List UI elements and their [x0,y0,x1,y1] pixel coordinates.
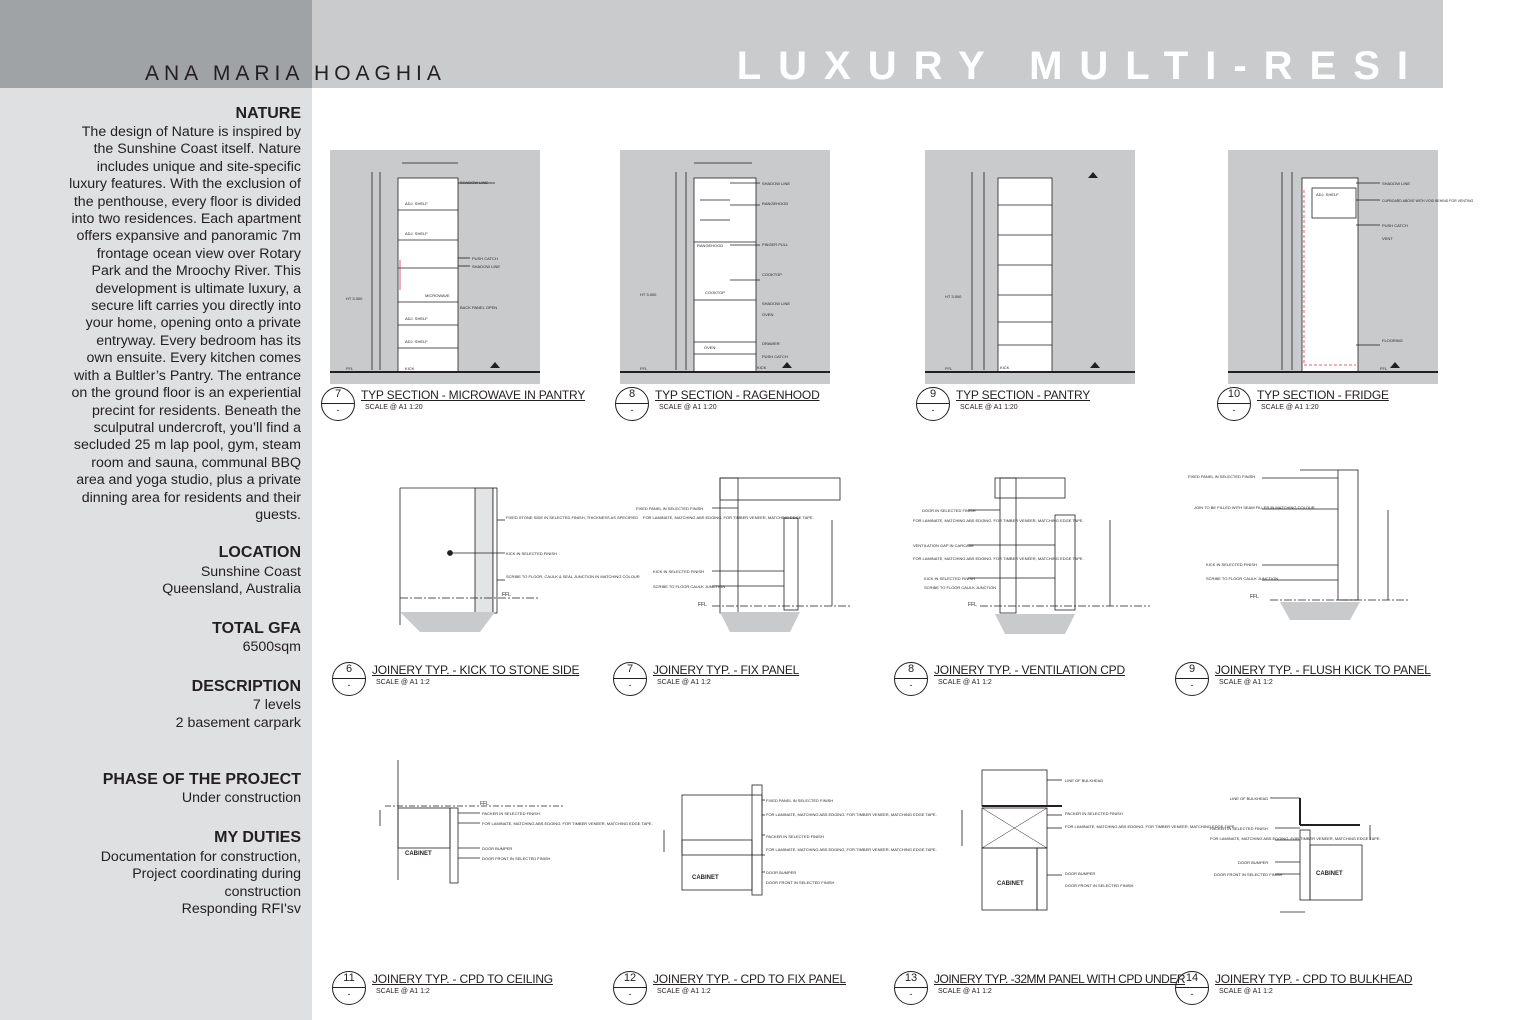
svg-text:ADJ. SHELF: ADJ. SHELF [405,316,428,321]
section-pantry [925,150,1135,384]
svg-text:CABINET: CABINET [1316,871,1343,877]
svg-text:SCRIBE TO FLOOR CAULK JUNCTION: SCRIBE TO FLOOR CAULK JUNCTION [924,585,997,590]
drawing-scale: SCALE @ A1 1:2 [376,679,430,686]
duties-line4: Responding RFI'sv [181,901,301,917]
svg-text:DOOR FRONT IN SELECTED FINISH: DOOR FRONT IN SELECTED FINISH [1214,872,1283,877]
svg-text:PUSH CATCH: PUSH CATCH [472,256,498,261]
drawing-label [332,662,632,696]
svg-text:FOR LAMINATE, MATCHING ABS EDG: FOR LAMINATE, MATCHING ABS EDGING. FOR TIMBER VENEER, MATCHING EDGE TAPE. [913,518,1084,523]
svg-text:PUSH CATCH: PUSH CATCH [1382,223,1408,228]
svg-text:VENT: VENT [1382,236,1393,241]
drawing-label [894,971,1185,1005]
svg-text:DOOR IN SELECTED FINISH: DOOR IN SELECTED FINISH [922,508,976,513]
svg-text:RANGEHOOD: RANGEHOOD [697,243,724,248]
drawing-title: JOINERY TYP. - CPD TO CEILING [372,972,553,986]
location-heading: LOCATION [218,544,301,561]
section-microwave-pantry [330,150,540,384]
svg-text:FLOORING: FLOORING [1382,338,1403,343]
drawing-title: TYP SECTION - MICROWAVE IN PANTRY [361,388,586,402]
svg-text:SHADOW LINE: SHADOW LINE [460,180,489,185]
svg-text:DOOR BUMPER: DOOR BUMPER [1065,871,1096,876]
sheet-ref: - [1190,989,1194,999]
detail-32mm-panel-cpd [962,770,1236,910]
svg-text:FIXED PANEL IN SELECTED FINISH: FIXED PANEL IN SELECTED FINISH [1188,474,1256,479]
svg-text:BACK PANEL OPEN: BACK PANEL OPEN [460,305,498,310]
drawing-number: 12 [623,972,637,984]
detail-cpd-fix-panel [664,785,937,895]
project-title: LUXURY MULTI-RESI [736,44,1425,88]
svg-text:LINE OF BULKHEAD: LINE OF BULKHEAD [1230,796,1269,801]
svg-text:FFL: FFL [502,592,511,598]
svg-text:CABINET: CABINET [997,881,1024,887]
drawing-scale: SCALE @ A1 1:2 [938,679,992,686]
drawing-scale: SCALE @ A1 1:20 [1261,404,1319,411]
svg-text:FFL: FFL [1250,594,1259,600]
phase-heading: PHASE OF THE PROJECT [102,771,301,788]
svg-text:HT 3.000: HT 3.000 [640,292,657,297]
svg-text:FFL: FFL [346,366,354,371]
description-line1: 7 levels [252,697,301,713]
sheet-ref: - [628,989,632,999]
drawing-label [1175,971,1475,1005]
drawing-title: TYP SECTION - FRIDGE [1257,388,1389,402]
sheet-ref: - [336,405,340,415]
drawing-number: 6 [345,663,353,675]
nature-text: The design of Nature is inspired by the Sunshine Coast itself. Nature includes unique and site-specific luxury features. With the exclusion of the penthouse, every floor is divided into two residences. Each apartment offers expansive and panoramic 7m frontage ocean view over Rotary Park and the Mroochy River. This development is ultimate luxury, a secure lift carries you directly into your home, opening onto a private entryway. Every bedroom has its own ensuite. Every kitchen comes with a Bultler’s Pantry. The entrance on the ground floor is an experiential precint for residents. Beneath the sculputral undercroft, you’ll find a secluded 25 m lap pool, gym, steam room and sauna, communal BBQ area and yoga studio, plus a private dinning area for residents and their guests. [69,124,301,523]
drawing-label [332,971,632,1005]
drawing-number: 13 [904,972,918,984]
svg-text:ADJ. SHELF: ADJ. SHELF [405,231,428,236]
svg-text:PACKER IN SELECTED FINISH: PACKER IN SELECTED FINISH [1210,826,1268,831]
drawing-scale: SCALE @ A1 1:20 [365,404,423,411]
drawing-title: JOINERY TYP. - VENTILATION CPD [934,663,1125,677]
svg-text:FOR LAMINATE, MATCHING ABS EDG: FOR LAMINATE, MATCHING ABS EDGING. FOR TIMBER VENEER, MATCHING EDGE TAPE. [766,812,937,817]
svg-text:HT 3.000: HT 3.000 [346,296,363,301]
drawing-scale: SCALE @ A1 1:2 [1219,988,1273,995]
sheet-ref: - [347,680,351,690]
nature-heading: NATURE [235,105,301,122]
svg-text:FFL: FFL [480,801,489,807]
svg-text:SCRIBE TO FLOOR, CAULK & SEAL: SCRIBE TO FLOOR, CAULK & SEAL JUNCTION IN MATCHING COLOUR [506,574,640,579]
duties-line1: Documentation for construction, [100,849,301,865]
drawing-label [1175,662,1475,696]
svg-text:SCRIBE TO FLOOR CAULK JUNCTION: SCRIBE TO FLOOR CAULK JUNCTION [653,584,726,589]
svg-text:KICK IN SELECTED FINISH: KICK IN SELECTED FINISH [506,551,557,556]
svg-text:SHADOW LINE: SHADOW LINE [762,181,791,186]
svg-text:VENTILATION GAP IN CARCASE: VENTILATION GAP IN CARCASE [913,543,974,548]
drawing-scale: SCALE @ A1 1:2 [657,988,711,995]
description-heading: DESCRIPTION [191,678,301,695]
drawing-label [321,387,621,421]
duties-heading: MY DUTIES [214,829,301,846]
drawing-title: TYP SECTION - PANTRY [956,388,1091,402]
svg-text:KICK: KICK [405,366,415,371]
sheet-ref: - [909,989,913,999]
sheet-ref: - [630,405,634,415]
location-line2: Queensland, Australia [162,581,301,597]
svg-text:ADJ. SHELF: ADJ. SHELF [405,339,428,344]
drawing-label [613,971,913,1005]
drawing-scale: SCALE @ A1 1:2 [376,988,430,995]
svg-text:SHADOW LINE: SHADOW LINE [1382,181,1411,186]
svg-text:PACKER IN SELECTED FINISH: PACKER IN SELECTED FINISH [766,834,824,839]
detail-cpd-bulkhead [1210,796,1381,912]
sheet-ref: - [347,989,351,999]
detail-cpd-ceiling [380,760,653,883]
svg-text:OVEN: OVEN [704,345,716,350]
svg-text:CABINET: CABINET [692,875,719,881]
duties-line2: Project coordinating during [132,866,301,882]
svg-text:DOOR BUMPER: DOOR BUMPER [1238,860,1269,865]
svg-text:DOOR FRONT IN SELECTED FINISH: DOOR FRONT IN SELECTED FINISH [766,880,835,885]
svg-text:HT 3.000: HT 3.000 [945,294,962,299]
svg-text:COOKTOP: COOKTOP [762,272,782,277]
drawing-title: JOINERY TYP. - KICK TO STONE SIDE [372,663,580,677]
svg-text:FFL: FFL [698,602,707,608]
sheet-ref: - [1232,405,1236,415]
drawing-title: JOINERY TYP. - CPD TO BULKHEAD [1215,972,1413,986]
svg-text:FFL: FFL [945,366,953,371]
gfa-value: 6500sqm [242,639,301,655]
svg-text:DOOR FRONT IN SELECTED FINISH: DOOR FRONT IN SELECTED FINISH [1065,883,1134,888]
svg-text:FIXED STONE SIDE IN SELECTED F: FIXED STONE SIDE IN SELECTED FINISH, THICKNESS AS SPECIFIED [506,515,639,520]
sheet-ref: - [931,405,935,415]
section-rangehood [620,150,830,384]
drawing-number: 8 [907,663,915,675]
drawing-title: TYP SECTION - RAGENHOOD [655,388,820,402]
drawing-number: 14 [1185,972,1199,984]
svg-text:FOR LAMINATE, MATCHING ABS EDG: FOR LAMINATE, MATCHING ABS EDGING. FOR TIMBER VENEER, MATCHING EDGE TAPE. [913,556,1084,561]
author-name: ANA MARIA HOAGHIA [145,62,446,85]
drawing-label [894,662,1194,696]
location-line1: Sunshine Coast [200,564,301,580]
sheet-ref: - [1190,680,1194,690]
description-line2: 2 basement carpark [175,715,301,731]
svg-text:OVEN: OVEN [762,312,774,317]
svg-text:PUSH CATCH: PUSH CATCH [762,354,788,359]
svg-text:ADJ. SHELF: ADJ. SHELF [1316,192,1339,197]
svg-text:CABINET: CABINET [405,851,432,857]
drawing-label [613,662,913,696]
svg-text:JOIN TO BE FILLED WITH SEAM FI: JOIN TO BE FILLED WITH SEAM FILLER IN MATCHING COLOUR [1194,505,1315,510]
svg-text:FOR LAMINATE, MATCHING ABS EDG: FOR LAMINATE, MATCHING ABS EDGING. FOR TIMBER VENEER, MATCHING EDGE TAPE. [766,847,937,852]
drawing-scale: SCALE @ A1 1:2 [938,988,992,995]
duties-line3: construction [224,884,301,900]
drawing-title: JOINERY TYP. - CPD TO FIX PANEL [653,972,846,986]
drawing-scale: SCALE @ A1 1:2 [657,679,711,686]
drawing-number: 11 [343,972,355,984]
svg-text:ADJ. SHELF: ADJ. SHELF [405,201,428,206]
svg-text:DOOR BUMPER: DOOR BUMPER [766,870,797,875]
drawing-label [615,387,915,421]
drawing-title: JOINERY TYP. - FLUSH KICK TO PANEL [1215,663,1431,677]
svg-text:SHADOW LINE: SHADOW LINE [762,301,791,306]
svg-text:KICK IN SELECTED FINISH: KICK IN SELECTED FINISH [653,569,704,574]
detail-flush-kick-panel [1188,470,1410,620]
svg-text:KICK: KICK [1000,365,1010,370]
svg-text:KICK IN SELECTED FINISH: KICK IN SELECTED FINISH [1206,562,1257,567]
svg-text:KICK: KICK [757,365,767,370]
drawings-canvas [312,88,1474,1020]
svg-text:FIXED PANEL IN SELECTED FINISH: FIXED PANEL IN SELECTED FINISH [636,506,704,511]
sheet-ref: - [909,680,913,690]
svg-text:DOOR FRONT IN SELECTED FINISH: DOOR FRONT IN SELECTED FINISH [482,856,551,861]
detail-ventilation-cpd [913,478,1150,634]
svg-text:MICROWAVE: MICROWAVE [425,293,450,298]
svg-text:LINE OF BULKHEAD: LINE OF BULKHEAD [1065,778,1104,783]
drawing-scale: SCALE @ A1 1:20 [659,404,717,411]
sheet-ref: - [628,680,632,690]
svg-text:PACKER IN SELECTED FINISH: PACKER IN SELECTED FINISH [482,811,540,816]
section-fridge [1228,150,1473,384]
svg-text:RANGEHOOD: RANGEHOOD [762,201,789,206]
svg-text:FFL: FFL [1380,366,1388,371]
drawing-label [1217,387,1517,421]
svg-text:FFL: FFL [968,602,977,608]
drawing-number: 7 [626,663,634,675]
svg-text:PACKER IN SELECTED FINISH: PACKER IN SELECTED FINISH [1065,811,1123,816]
drawing-title: JOINERY TYP. - FIX PANEL [653,663,800,677]
drawing-label [916,387,1216,421]
drawing-number: 7 [334,388,342,400]
svg-text:FOR LAMINATE, MATCHING ABS EDG: FOR LAMINATE, MATCHING ABS EDGING. FOR TIMBER VENEER, MATCHING EDGE TAPE. [1065,824,1236,829]
gfa-heading: TOTAL GFA [212,620,301,637]
svg-text:KICK IN SELECTED FINISH: KICK IN SELECTED FINISH [924,576,975,581]
svg-text:FFL: FFL [640,366,648,371]
detail-fix-panel [636,478,850,632]
svg-text:FIXED PANEL IN SELECTED FINISH: FIXED PANEL IN SELECTED FINISH [766,798,834,803]
svg-text:FOR LAMINATE, MATCHING ABS EDG: FOR LAMINATE, MATCHING ABS EDGING. FOR TIMBER VENEER, MATCHING EDGE TAPE. [643,515,814,520]
drawing-number: 9 [1188,663,1196,675]
phase-value: Under construction [181,790,301,806]
svg-text:COOKTOP: COOKTOP [705,290,725,295]
svg-text:DRAWER: DRAWER [762,341,780,346]
drawing-number: 9 [929,388,937,400]
drawing-scale: SCALE @ A1 1:20 [960,404,1018,411]
drawing-number: 10 [1227,388,1241,400]
svg-text:SHADOW LINE: SHADOW LINE [472,264,501,269]
drawing-title: JOINERY TYP. -32MM PANEL WITH CPD UNDER [934,972,1185,986]
svg-text:FINGER PULL: FINGER PULL [762,242,789,247]
svg-text:FOR LAMINATE, MATCHING ABS EDG: FOR LAMINATE, MATCHING ABS EDGING. FOR TIMBER VENEER, MATCHING EDGE TAPE. [1210,836,1381,841]
drawing-number: 8 [628,388,636,400]
svg-text:SCRIBE TO FLOOR CAULK JUNCTION: SCRIBE TO FLOOR CAULK JUNCTION [1206,576,1279,581]
svg-text:FOR LAMINATE, MATCHING ABS EDG: FOR LAMINATE, MATCHING ABS EDGING. FOR TIMBER VENEER, MATCHING EDGE TAPE. [482,821,653,826]
svg-text:DOOR BUMPER: DOOR BUMPER [482,846,513,851]
drawing-scale: SCALE @ A1 1:2 [1219,679,1273,686]
detail-kick-stone-side [400,488,640,632]
svg-text:CUPBOARD ABOVE WITH VOID BEHIN: CUPBOARD ABOVE WITH VOID BEHIND FOR VENTING [1382,199,1474,203]
